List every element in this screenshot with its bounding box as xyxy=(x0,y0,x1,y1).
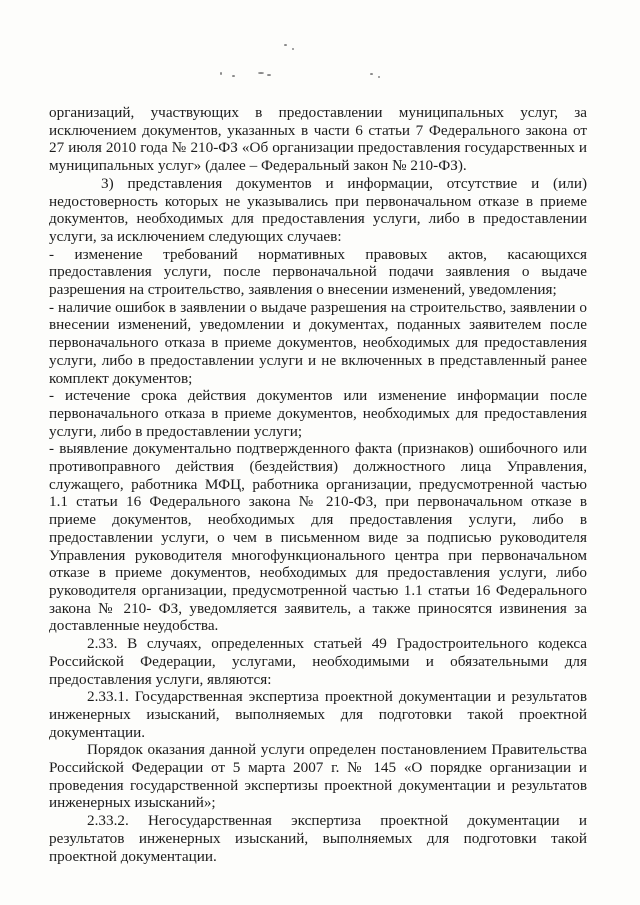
paragraph-2-33: 2.33. В случаях, определенных статьей 49 Градостроительного кодекса Российской Федерации, услугами, необходимыми и обязательными для предоставления услуги, являются: xyxy=(49,635,587,688)
paragraph-2-33-2: 2.33.2. Негосударственная экспертиза проектной документации и результатов инженерных изысканий, выполняемых для подготовки такой проектной документации. xyxy=(49,812,587,865)
paragraph-item-3: 3) представления документов и информации, отсутствие и (или) недостоверность которых не указывались при первоначальном отказе в приеме документов, необходимых для предоставления услуги, либо в предоставлении услуги, за исключением следующих случаев: xyxy=(49,174,587,245)
scan-speck xyxy=(292,48,294,50)
bullet-document-expiry: - истечение срока действия документов или изменение информации после первоначального отказа в приеме документов, необходимых для предоставления услуги, либо в предоставлении услуги; xyxy=(49,387,587,440)
scan-speck xyxy=(232,75,235,77)
scan-speck xyxy=(378,76,380,78)
scan-speck xyxy=(284,44,287,46)
paragraph-intro: организаций, участвующих в предоставлении муниципальных услуг, за исключением документов, указанных в части 6 статьи 7 Федерального закона от 27 июля 2010 года № 210-ФЗ «Об организации предоставления государственных и муниципальных услуг» (далее – Федеральный закон № 210-ФЗ). xyxy=(49,104,587,175)
scan-speck xyxy=(258,72,264,74)
bullet-application-errors: - наличие ошибок в заявлении о выдаче разрешения на строительство, заявлении о внесении изменений, уведомлении и документах, поданных заявителем после первоначального отказа в приеме документов, необходимых для предоставления услуги, либо в предоставлении услуги и не включенных в представленный ранее комплект документов; xyxy=(49,298,587,387)
scan-speck xyxy=(267,74,271,76)
document-body xyxy=(49,104,587,865)
scan-speck xyxy=(370,73,373,75)
scan-speck xyxy=(220,72,222,75)
paragraph-2-33-1: 2.33.1. Государственная экспертиза проектной документации и результатов инженерных изысканий, выполняемых для подготовки такой проектной документации. xyxy=(49,688,587,741)
scan-noise xyxy=(200,42,420,82)
bullet-official-error: - выявление документально подтвержденного факта (признаков) ошибочного или противоправного действия (бездействия) должностного лица Управления, служащего, работника МФЦ, работника организации, предусмотренной частью 1.1 статьи 16 Федерального закона № 210-ФЗ, при первоначальном отказе в приеме документов, необходимых для предоставления услуги, либо в предоставлении услуги, о чем в письменном виде за подписью руководителя Управления руководителя многофункционального центра при первоначальном отказе в приеме документов, необходимых для предоставления услуги, либо руководителя организации, предусмотренной частью 1.1 статьи 16 Федерального закона № 210- ФЗ, уведомляется заявитель, а также приносятся извинения за доставленные неудобства. xyxy=(49,440,587,635)
paragraph-service-procedure: Порядок оказания данной услуги определен постановлением Правительства Российской Федерации от 5 марта 2007 г. № 145 «О порядке организации и проведения государственной экспертизы проектной документации и результатов инженерных изысканий»; xyxy=(49,741,587,812)
bullet-regulation-change: - изменение требований нормативных правовых актов, касающихся предоставления услуги, после первоначальной подачи заявления о выдаче разрешения на строительство, заявления о внесении изменений, уведомления; xyxy=(49,245,587,299)
